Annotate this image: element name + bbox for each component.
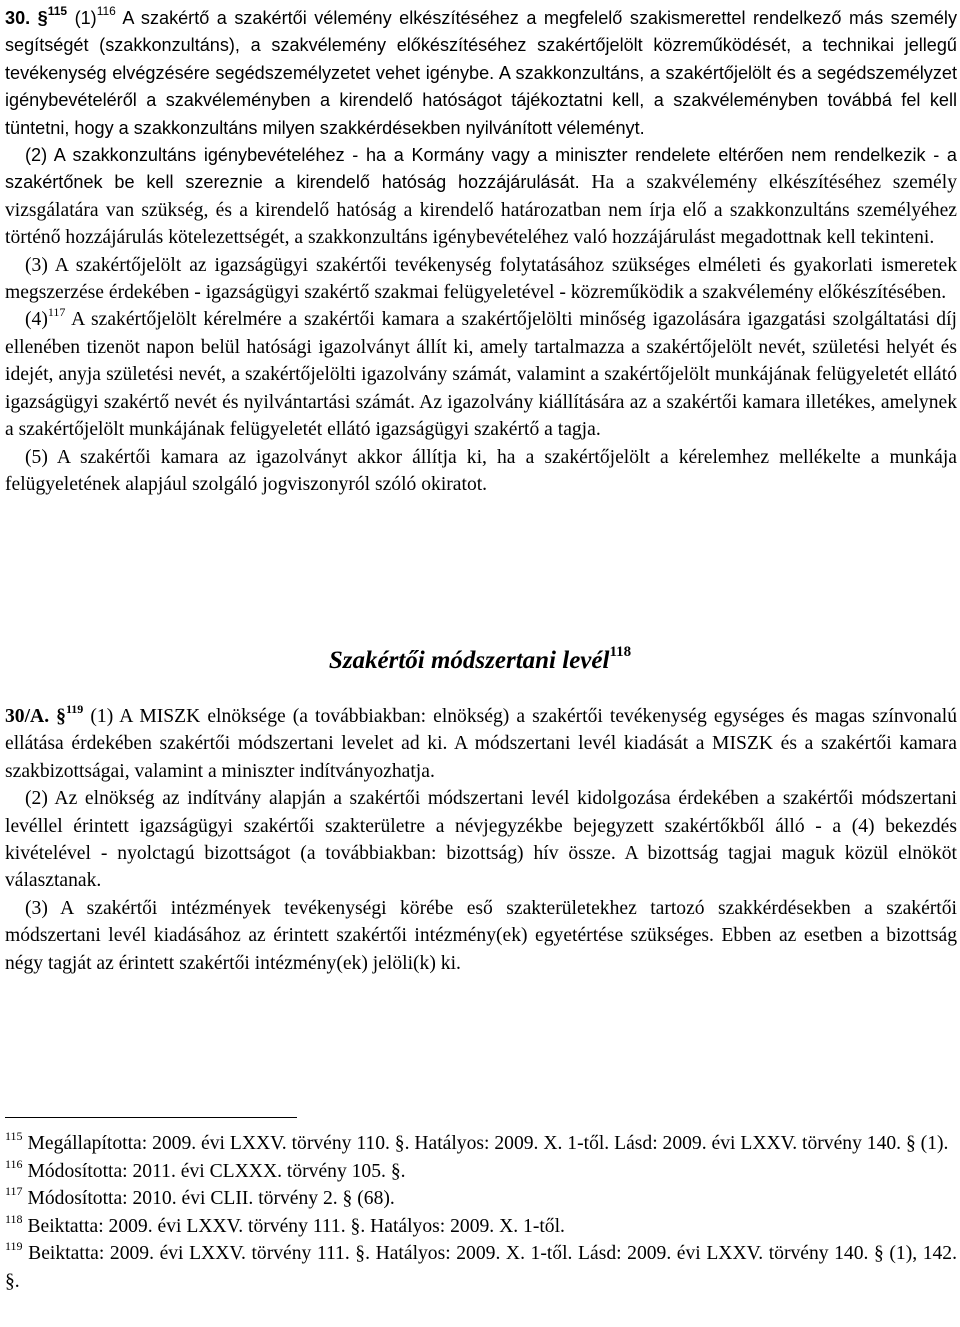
footnote-ref[interactable]: 115 (47, 4, 68, 18)
footnote-number: 119 (5, 1239, 23, 1254)
footnote-ref[interactable]: 117 (47, 305, 66, 320)
paragraph-text: A szakkonzultáns, a szakértőjelölt és a segédszemélyzet igénybevételéről a szakvéleményben a kirendelő hatóságot tájékoztatni kell, a szakvéleményben továbbá fel kell tüntetni, hogy a szakkonzultáns milyen szakkérdésekben nyilvánított véleményt. (5, 62, 957, 138)
section-30a (5, 703, 957, 977)
section-30 (5, 5, 957, 498)
paragraph-text: A szakértő a szakértői vélemény elkészítéséhez a megfelelő szakismerettel rendelkező más személy segítségét (szakkonzultáns), a szakvélemény előkészítéséhez szakértőjelölt közreműködését, a technikai jellegű tevékenység elvégzésére segédszemélyzetet vehet igénybe. (5, 8, 957, 83)
heading-text: Szakértői módszertani levél (328, 647, 610, 674)
footnote-text: Megállapította: 2009. évi LXXV. törvény 110. §. Hatályos: 2009. X. 1-től. Lásd: 2009. évi LXXV. törvény 140. § (1). (22, 1133, 949, 1154)
paragraph-30-2a (5, 142, 957, 252)
paragraph-30-1 (5, 5, 957, 142)
section-sign: § (37, 8, 48, 28)
footnote-ref[interactable]: 119 (65, 702, 84, 716)
footnote (5, 1130, 957, 1158)
paragraph-30a-2: (2) Az elnökség az indítvány alapján a szakértői módszertani levél kidolgozása érdekében a szakértői módszertani levéllel érintett igazságügyi szakértői szakterületre a névjegyzékbe bejegyzett szakértőkből álló - a (4) bekezdés kivételével - nyolctagú bizottságot (a továbbiakban: bizottság) hív össze. A bizottság tagjai maguk közül elnököt választanak. (5, 788, 957, 892)
footnote-number: 118 (5, 1211, 23, 1226)
footnote (5, 1213, 957, 1241)
paragraph-30a-3: (3) A szakértői intézmények tevékenységi körébe eső szakterületekhez tartozó szakkérdésekben a szakértői módszertani levél kiadásához az érintett szakértői intézmény(ek) egyetértése szükséges. Ebben az esetben a bizottság négy tagját az érintett szakértői intézmény(ek) jelöli(k) ki. (5, 897, 957, 974)
footnote-text: Módosította: 2011. évi CLXXX. törvény 105. §. (22, 1160, 406, 1182)
section-sign: § (56, 706, 66, 727)
paragraph-30-5: (5) A szakértői kamara az igazolványt akkor állítja ki, ha a szakértőjelölt a kérelemhez mellékelte a munkája felügyeletének alapjául szolgáló jogviszonyról szóló okiratot. (5, 446, 957, 495)
paragraph-number: (4) (25, 309, 48, 331)
paragraph-text: (2) A szakkonzultáns igénybevételéhez - ha a Kormány vagy a miniszter rendelete eltérően nem rendelkezik - a szakértőnek be kell szereznie a kirendelő hatóság hozzájárulását. (5, 145, 957, 193)
footnote (5, 1185, 957, 1213)
paragraph-number: (1) (74, 8, 97, 28)
footnote-text: Beiktatta: 2009. évi LXXV. törvény 111. §. Hatályos: 2009. X. 1-től. Lásd: 2009. évi LXXV. törvény 140. § (1), 142. §. (5, 1243, 957, 1292)
footnote-text: Beiktatta: 2009. évi LXXV. törvény 111. §. Hatályos: 2009. X. 1-től. (22, 1215, 565, 1237)
footnote (5, 1240, 957, 1295)
paragraph-text: A szakértőjelölt kérelmére a szakértői kamara a szakértőjelölti minőség igazolására igazgatási szolgáltatási díj ellenében tizenöt napon belül hatósági igazolványt állít ki, amely tartalmazza a szakértőjelölt nevét, születési helyét és idejét, anyja születési nevét, a szakértőjelölti igazolvány számát, valamint a szakértőjelölt munkájának felügyeletét ellátó igazságügyi szakértő nevét és nyilvántartási számát. Az igazolvány kiállítására az a szakértői kamara illetékes, amelynek a szakértőjelölt munkájának felügyeletét ellátó igazságügyi szakértő a tagja. (5, 309, 957, 441)
section-number: 30/A. (5, 706, 50, 727)
footnote-ref[interactable]: 116 (96, 4, 116, 18)
footnote-number: 115 (5, 1129, 23, 1143)
footnote-number: 116 (5, 1156, 23, 1171)
footnote (5, 1158, 957, 1186)
footnotes (5, 1130, 957, 1296)
footnote-ref[interactable]: 118 (609, 644, 632, 660)
footnote-separator (5, 1117, 297, 1118)
section-heading (0, 646, 960, 676)
paragraph-text: Ha a szakvélemény elkészítéséhez személy vizsgálatára van szükség, és a kirendelő hatóság a kirendelő határozatban nem írja elő a szakkonzultáns személyéhez történő hozzájárulás kötelezettségét, a szakkonzultáns igénybevételéhez való hozzájárulást megadottnak kell tekinteni. (5, 172, 957, 249)
section-number: 30. (5, 8, 31, 28)
paragraph-30-3: (3) A szakértőjelölt az igazságügyi szakértői tevékenység folytatásához szükséges elméleti és gyakorlati ismeretek megszerzése érdekében - igazságügyi szakértő szakmai felügyeletével - közreműködik a szakvélemény előkészítésében. (5, 254, 957, 304)
footnote-number: 117 (5, 1184, 23, 1199)
paragraph-30-4 (5, 306, 957, 443)
footnote-text: Módosította: 2010. évi CLII. törvény 2. § (68). (22, 1188, 395, 1210)
paragraph-text: (1) A MISZK elnöksége (a továbbiakban: elnökség) a szakértői tevékenység egységes és magas színvonalú ellátása érdekében szakértői módszertani levelet ad ki. A módszertani levél kiadását a MISZK és a szakértői kamara szakbizottságai, valamint a miniszter indítványozhatja. (5, 706, 958, 782)
paragraph-30a-1 (5, 703, 957, 785)
